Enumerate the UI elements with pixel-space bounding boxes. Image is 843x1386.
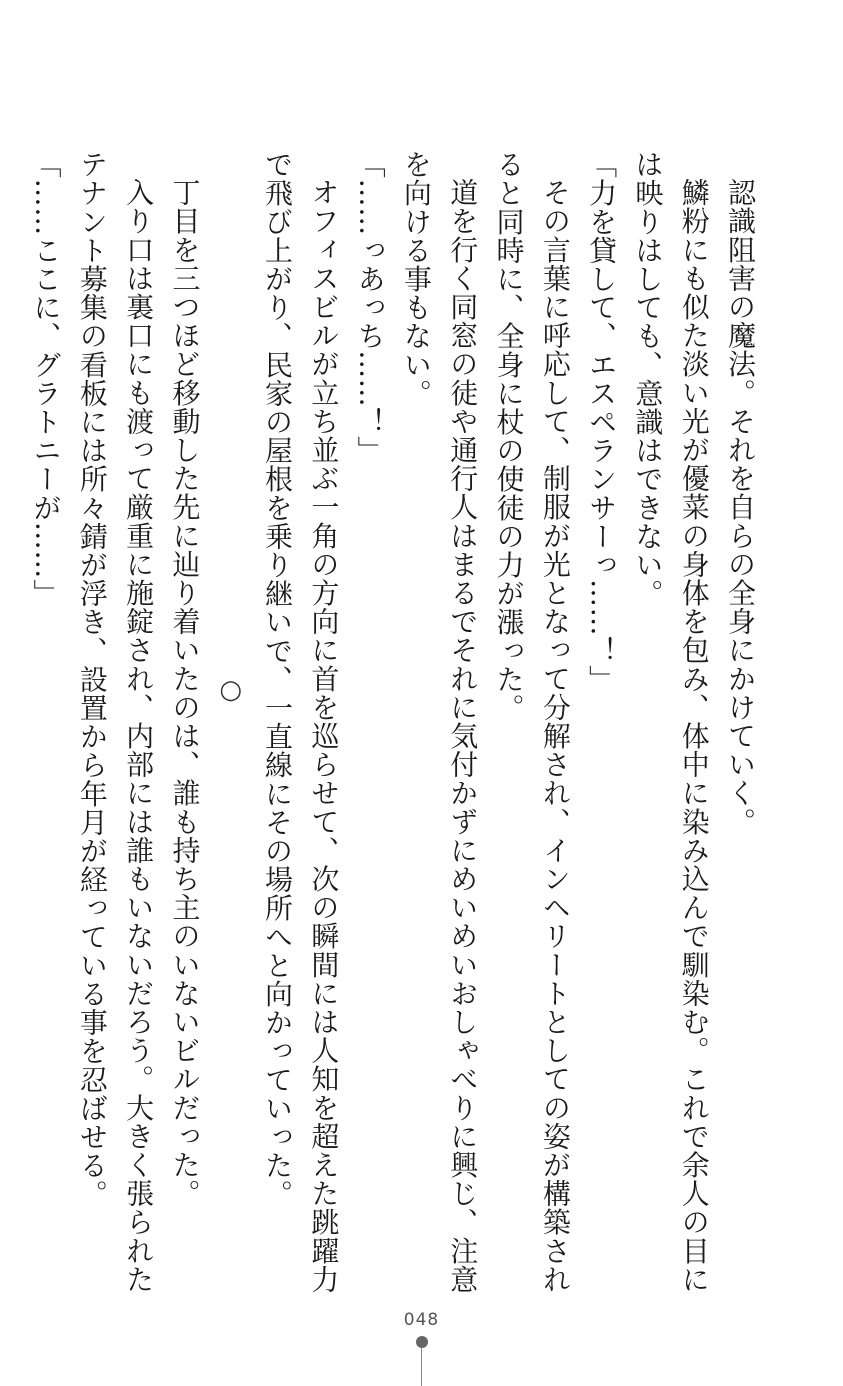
- paragraph-line: 鱗粉にも似た淡い光が優菜の身体を包み、体中に染み込んで馴染む。これで余人の目に: [677, 178, 711, 1294]
- dialogue-line: 「力を貸して、エスペランサーっ……！」: [585, 150, 619, 694]
- paragraph-line: オフィスビルが立ち並ぶ一角の方向に首を巡らせて、次の瞬間には人知を超えた跳躍力: [307, 178, 341, 1294]
- page-number: 048: [403, 1310, 440, 1330]
- novel-body-text: [29, 150, 763, 1294]
- paragraph-line: で飛び上がり、民家の屋根を乗り継いで、一直線にその場所へと向かっていった。: [261, 150, 295, 1209]
- paragraph-line: 認識阻害の魔法。それを自らの全身にかけていく。: [724, 178, 757, 836]
- page-footer: [0, 1310, 843, 1386]
- dialogue-line: 「……っあっち……！」: [353, 150, 387, 465]
- paragraph-line: 道を行く同窓の徒や通行人はまるでそれに気付かずにめいめいおしゃべりに興じ、注意: [446, 178, 480, 1294]
- dialogue-line: 「……ここに、グラトニーが……」: [29, 150, 63, 608]
- paragraph-line: その言葉に呼応して、制服が光となって分解され、インヘリートとしての姿が構築され: [538, 178, 572, 1294]
- marker-line: [421, 1348, 422, 1386]
- paragraph-line: を向ける事もない。: [399, 150, 433, 408]
- paragraph-line: 入り口は裏口にも渡って厳重に施錠され、内部には誰もいないだろう。大きく張られた: [122, 178, 156, 1294]
- paragraph-line: は映りはしても、意識はできない。: [631, 150, 665, 608]
- paragraph-line: テナント募集の看板には所々錆が浮き、設置から年月が経っている事を忍ばせる。: [75, 150, 109, 1209]
- paragraph-line: 丁目を三つほど移動した先に辿り着いたのは、誰も持ち主のいないビルだった。: [168, 178, 202, 1208]
- paragraph-line: ると同時に、全身に杖の使徒の力が漲った。: [492, 150, 526, 722]
- page-marker-icon: [415, 1336, 429, 1386]
- scene-break-circle: ○: [215, 675, 246, 706]
- marker-dot: [416, 1336, 428, 1348]
